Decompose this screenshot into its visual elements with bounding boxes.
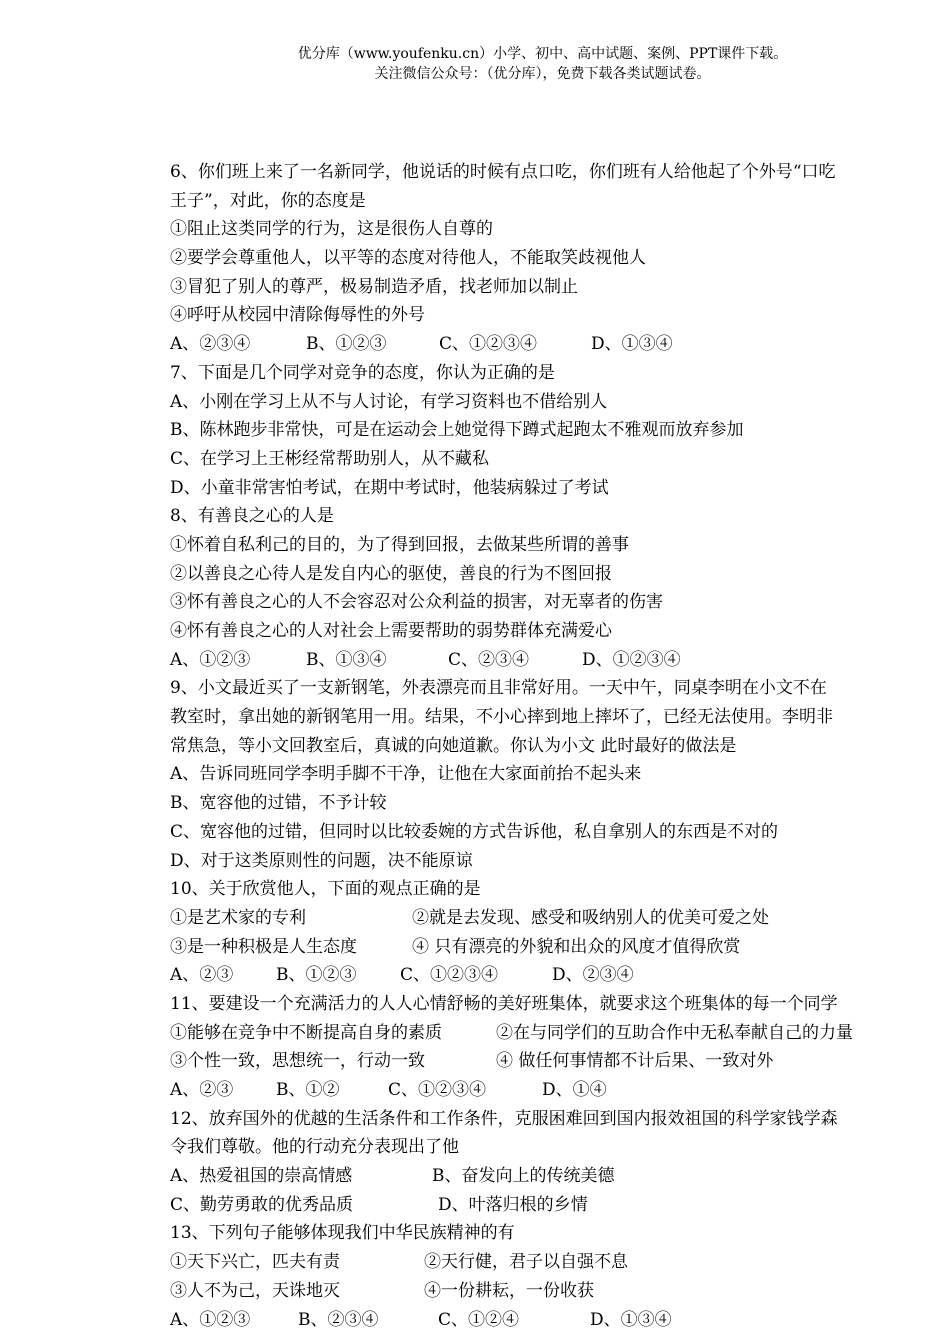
q8-statement-4: ④怀有善良之心的人对社会上需要帮助的弱势群体充满爱心 [170,621,612,641]
page-header [0,44,950,84]
q12-option-b: B、奋发向上的传统美德 [432,1166,615,1187]
q10-statement-1: ①是艺术家的专利 [170,907,306,928]
q10-option-b: B、①②③ [276,965,357,986]
q8-option-c: C、②③④ [448,649,530,670]
q12-options-row-2 [170,1191,932,1220]
q13-statement-4: ④一份耕耘，一份收获 [424,1280,594,1301]
q6-option-c: C、①②③④ [439,334,538,355]
q6-option-a: A、②③④ [170,334,251,355]
q11-option-b: B、①② [276,1080,340,1100]
q8-option-b: B、①③④ [306,649,387,670]
q8-option-a: A、①②③ [170,649,251,670]
q6-options [170,330,932,359]
q13-stem: 13、下列句子能够体现我们中华民族精神的有 [170,1223,515,1244]
q10-option-a: A、②③ [170,965,234,986]
q12-options-row-1 [170,1162,932,1191]
q13-statements-row-2 [170,1277,932,1306]
q12-option-d: D、叶落归根的乡情 [438,1194,588,1215]
q10-options [170,961,932,990]
q10-option-d: D、②③④ [552,965,634,986]
q9-option-d: D、对于这类原则性的问题，决不能原谅 [170,850,473,871]
q10-statement-4: ④ 只有漂亮的外貌和出众的风度才值得欣赏 [412,936,741,957]
q10-statements-row-2 [170,933,932,962]
q6-option-d: D、①③④ [591,334,673,355]
q8-statement-1: ①怀着自私利己的目的，为了得到回报，去做某些所谓的善事 [170,534,629,555]
q6-option-b: B、①②③ [306,334,387,355]
q10-option-c: C、①②③④ [400,965,499,986]
q9-stem-line-1: 9、小文最近买了一支新钢笔，外表漂亮而且非常好用。一天中午，同桌李明在小文不在 [170,678,827,699]
q8-options [170,646,932,675]
question-list [170,158,932,1334]
q11-option-a: A、②③ [170,1080,234,1100]
q9-option-c: C、宽容他的过错，但同时以比较委婉的方式告诉他，私自拿别人的东西是不对的 [170,821,779,842]
q8-statement-3: ③怀有善良之心的人不会容忍对公众利益的损害，对无辜者的伤害 [170,592,663,613]
q6-statement-1: ①阻止这类同学的行为，这是很伤人自尊的 [170,219,493,240]
q7-option-c: C、在学习上王彬经常帮助别人，从不藏私 [170,448,490,469]
q11-statement-2: ②在与同学们的互助合作中无私奉献自己的力量 [496,1022,853,1043]
header-line-2: 关注微信公众号：（优分库），免费下载各类试题试卷。 [374,66,711,82]
q11-options [170,1076,932,1105]
q11-statement-4: ④ 做任何事情都不计后果、一致对外 [496,1051,774,1072]
q6-statement-3: ③冒犯了别人的尊严，极易制造矛盾，找老师加以制止 [170,276,578,297]
q12-stem-line-1: 12、放弃国外的优越的生活条件和工作条件，克服困难回到国内报效祖国的科学家钱学森 [170,1108,838,1129]
q11-option-d: D、①④ [542,1080,607,1100]
q8-option-d: D、①②③④ [582,649,681,670]
q7-stem: 7、下面是几个同学对竞争的态度，你认为正确的是 [170,362,555,383]
q8-stem: 8、有善良之心的人是 [170,506,334,527]
q13-statement-3: ③人不为己，天诛地灭 [170,1280,340,1301]
q12-option-c: C、勤劳勇敢的优秀品质 [170,1194,354,1215]
q12-stem-line-2: 令我们尊敬。他的行动充分表现出了他 [170,1137,459,1158]
q11-statement-1: ①能够在竞争中不断提高自身的素质 [170,1022,442,1043]
q13-option-b: B、②③④ [298,1309,379,1330]
q13-statement-2: ②天行健，君子以自强不息 [424,1252,628,1273]
q9-option-a: A、告诉同班同学李明手脚不干净，让他在大家面前抬不起头来 [170,764,642,785]
q13-statements-row-1 [170,1248,932,1277]
q10-statement-3: ③是一种积极是人生态度 [170,936,357,957]
q13-options [170,1306,932,1335]
q6-statement-2: ②要学会尊重他人，以平等的态度对待他人，不能取笑歧视他人 [170,248,646,269]
q6-stem-line-2: 王子”，对此，你的态度是 [170,190,366,211]
q10-stem: 10、关于欣赏他人，下面的观点正确的是 [170,879,481,900]
q13-option-d: D、①③④ [590,1309,672,1330]
q11-stem: 11、要建设一个充满活力的人人心情舒畅的美好班集体，就要求这个班集体的每一个同学 [170,993,838,1014]
q13-option-c: C、①②④ [438,1309,520,1330]
q9-stem-line-2: 教室时，拿出她的新钢笔用一用。结果，不小心摔到地上摔坏了，已经无法使用。李明非 [170,707,833,728]
q6-statement-4: ④呼吁从校园中清除侮辱性的外号 [170,305,425,326]
q12-option-a: A、热爱祖国的崇高情感 [170,1166,353,1187]
q7-option-a: A、小刚在学习上从不与人讨论，有学习资料也不借给别人 [170,391,608,412]
q10-statement-2: ②就是去发现、感受和吸纳别人的优美可爱之处 [412,907,769,928]
q8-statement-2: ②以善良之心待人是发自内心的驱使，善良的行为不图回报 [170,563,612,584]
q13-statement-1: ①天下兴亡，匹夫有责 [170,1252,340,1273]
q7-option-d: D、小童非常害怕考试，在期中考试时，他装病躲过了考试 [170,477,609,498]
q11-statements-row-2 [170,1047,932,1076]
q9-stem-line-3: 常焦急，等小文回教室后，真诚的向她道歉。你认为小文 此时最好的做法是 [170,735,737,756]
q13-option-a: A、①②③ [170,1309,251,1330]
q10-statements-row-1 [170,904,932,933]
header-line-1: 优分库（www.youfenku.cn）小学、初中、高中试题、案例、PPT课件下载。 [297,46,788,62]
q9-option-b: B、宽容他的过错，不予计较 [170,793,387,814]
q11-option-c: C、①②③④ [388,1080,487,1100]
q11-statements-row-1 [170,1019,932,1048]
q11-statement-3: ③个性一致，思想统一，行动一致 [170,1051,425,1072]
q7-option-b: B、陈林跑步非常快，可是在运动会上她觉得下蹲式起跑太不雅观而放弃参加 [170,420,744,441]
q6-stem-line-1: 6、你们班上来了一名新同学，他说话的时候有点口吃，你们班有人给他起了个外号“口吃 [170,162,836,182]
